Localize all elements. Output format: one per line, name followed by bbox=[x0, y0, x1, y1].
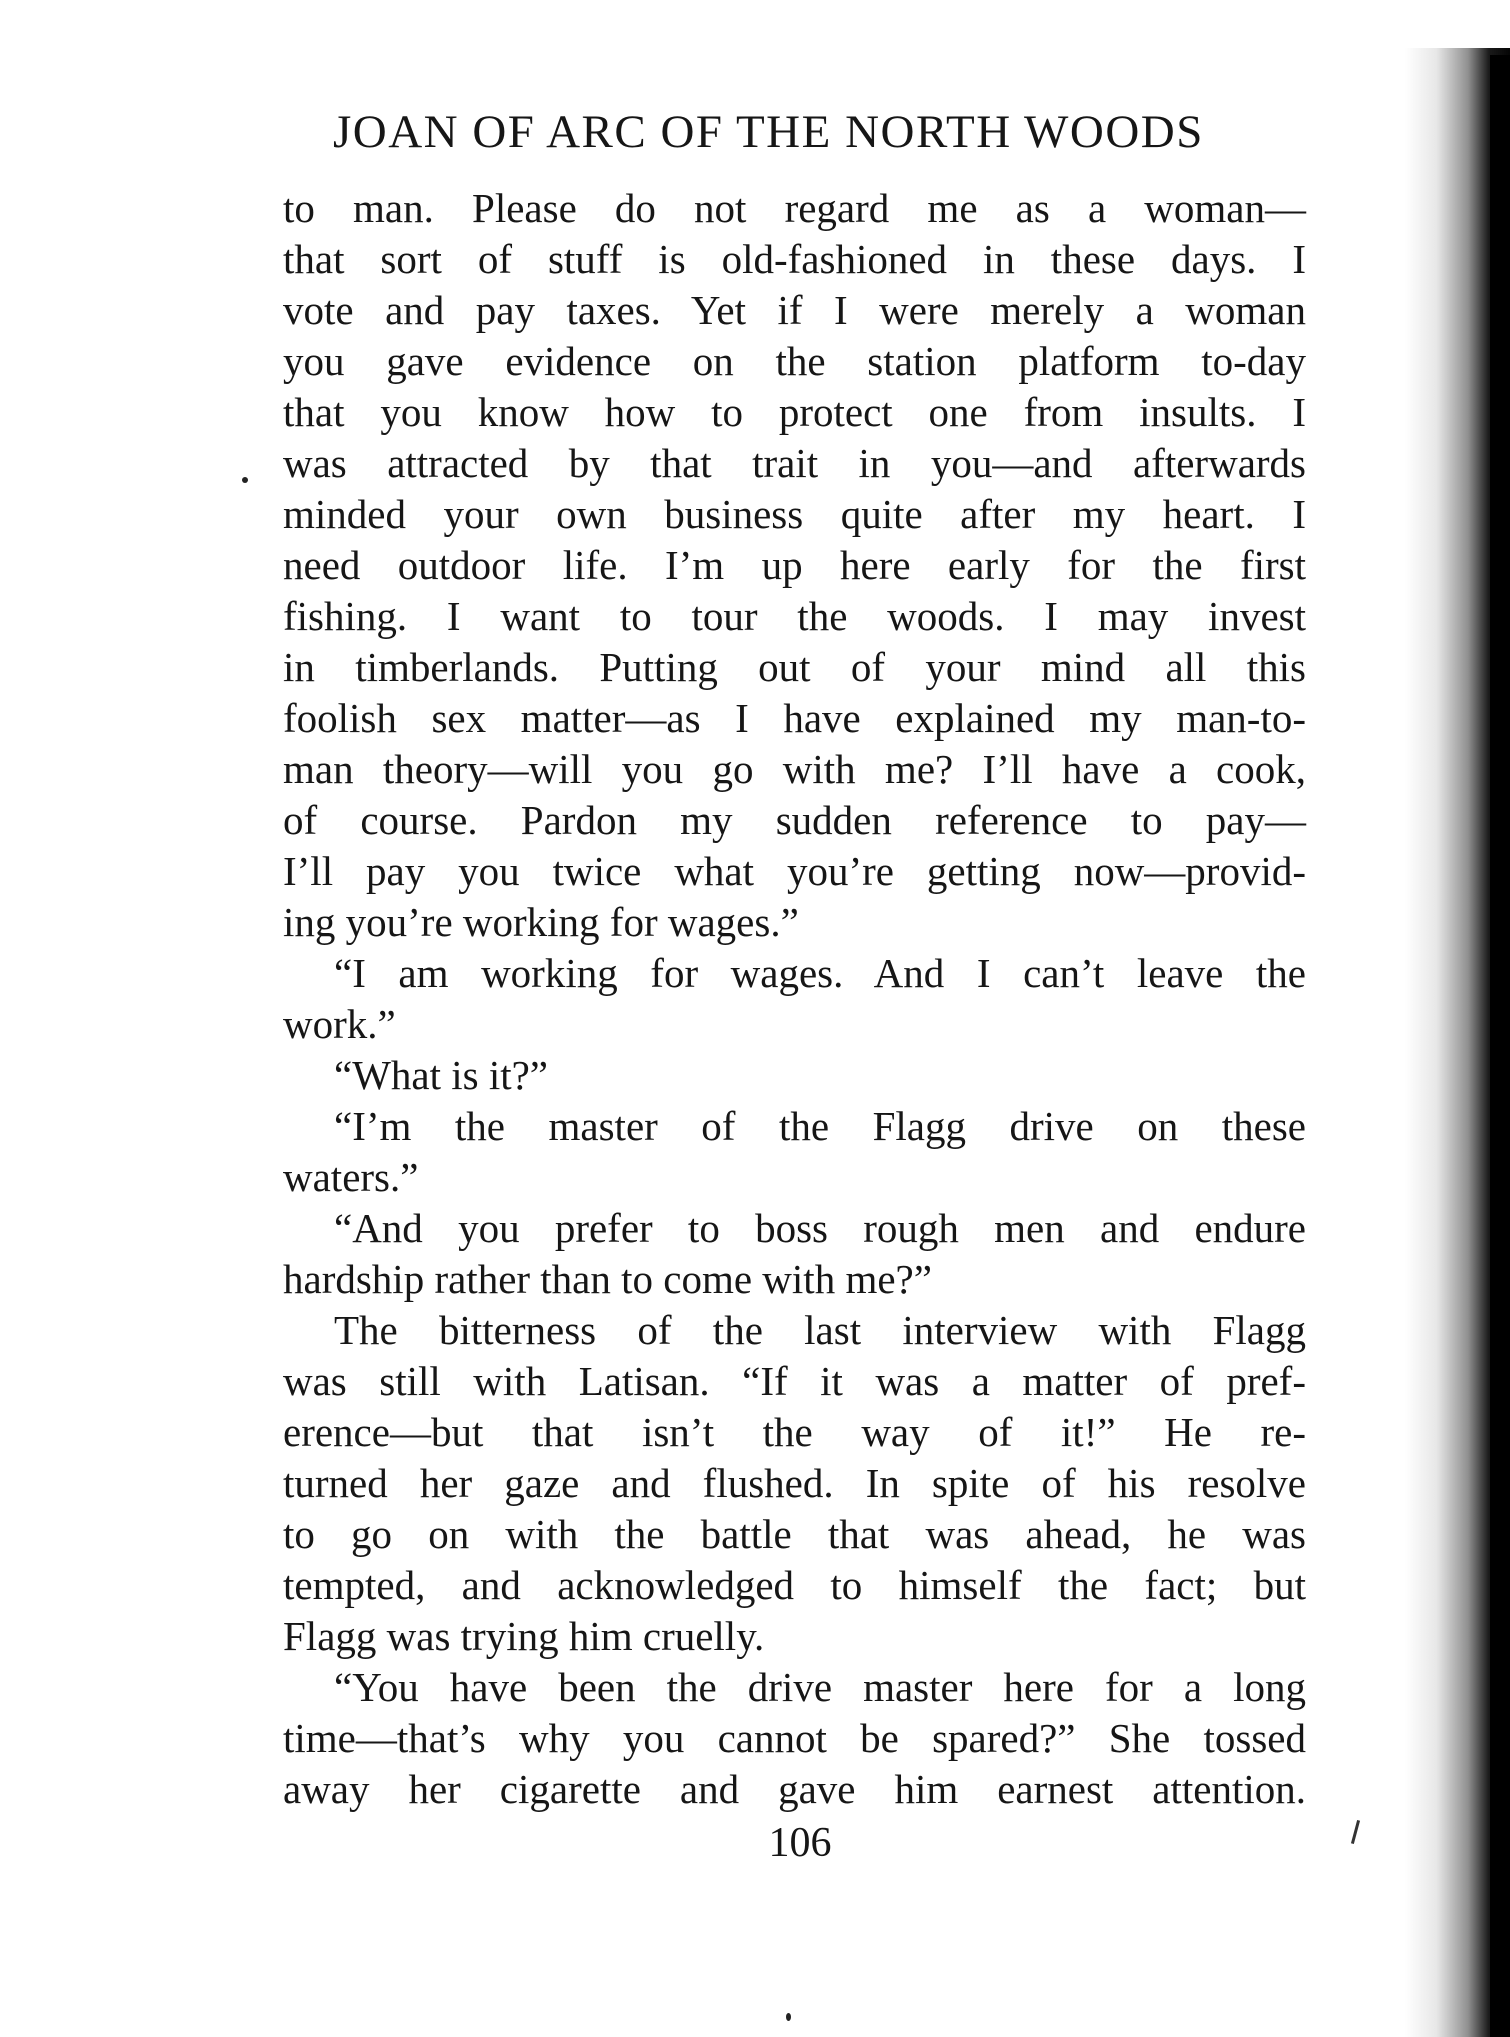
text-line: waters.” bbox=[283, 1154, 419, 1200]
page-number: 106 bbox=[768, 1820, 832, 1866]
text-line: The bitterness of the last interview with Flagg bbox=[334, 1307, 1306, 1353]
text-line: “I am working for wages. And I can’t leave the bbox=[334, 950, 1306, 996]
text-line: “And you prefer to boss rough men and endure bbox=[334, 1205, 1306, 1251]
text-line: man theory—will you go with me? I’ll have a cook, bbox=[283, 746, 1306, 792]
text-line: work.” bbox=[283, 1001, 396, 1047]
text-line: to man. Please do not regard me as a woman— bbox=[283, 185, 1306, 231]
text-line: I’ll pay you twice what you’re getting now—provid- bbox=[283, 848, 1306, 894]
text-line: in timberlands. Putting out of your mind all this bbox=[283, 644, 1306, 690]
ink-mark bbox=[1351, 1820, 1360, 1844]
text-line: time—that’s why you cannot be spared?” She tossed bbox=[283, 1715, 1306, 1761]
text-line: “You have been the drive master here for a long bbox=[334, 1664, 1306, 1710]
text-line: Flagg was trying him cruelly. bbox=[283, 1613, 765, 1659]
text-line: was still with Latisan. “If it was a matter of pref- bbox=[283, 1358, 1306, 1404]
text-line: to go on with the battle that was ahead, he was bbox=[283, 1511, 1306, 1557]
text-line: you gave evidence on the station platform to-day bbox=[283, 338, 1306, 384]
text-line: of course. Pardon my sudden reference to pay— bbox=[283, 797, 1306, 843]
text-line: need outdoor life. I’m up here early for the first bbox=[283, 542, 1306, 588]
text-line: fishing. I want to tour the woods. I may invest bbox=[283, 593, 1306, 639]
text-line: erence—but that isn’t the way of it!” He re- bbox=[283, 1409, 1306, 1455]
running-header: JOAN OF ARC OF THE NORTH WOODS bbox=[333, 106, 1204, 158]
text-line: was attracted by that trait in you—and afterwards bbox=[283, 440, 1306, 486]
text-line: ing you’re working for wages.” bbox=[283, 899, 799, 945]
text-line: that you know how to protect one from insults. I bbox=[283, 389, 1306, 435]
body-text bbox=[283, 183, 1306, 1815]
text-line: minded your own business quite after my heart. I bbox=[283, 491, 1306, 537]
text-line: “I’m the master of the Flagg drive on these bbox=[334, 1103, 1306, 1149]
text-line: “What is it?” bbox=[334, 1052, 549, 1098]
text-line: hardship rather than to come with me?” bbox=[283, 1256, 932, 1302]
text-line: vote and pay taxes. Yet if I were merely a woman bbox=[283, 287, 1306, 333]
spine-edge bbox=[1490, 55, 1510, 2037]
text-line: that sort of stuff is old-fashioned in these days. I bbox=[283, 236, 1306, 282]
text-line: away her cigarette and gave him earnest attention. bbox=[283, 1766, 1306, 1812]
text-line: turned her gaze and flushed. In spite of his resolve bbox=[283, 1460, 1306, 1506]
ink-speck bbox=[242, 477, 248, 483]
text-line: foolish sex matter—as I have explained my man-to- bbox=[283, 695, 1306, 741]
ink-speck bbox=[786, 2013, 791, 2021]
text-line: tempted, and acknowledged to himself the fact; but bbox=[283, 1562, 1306, 1608]
